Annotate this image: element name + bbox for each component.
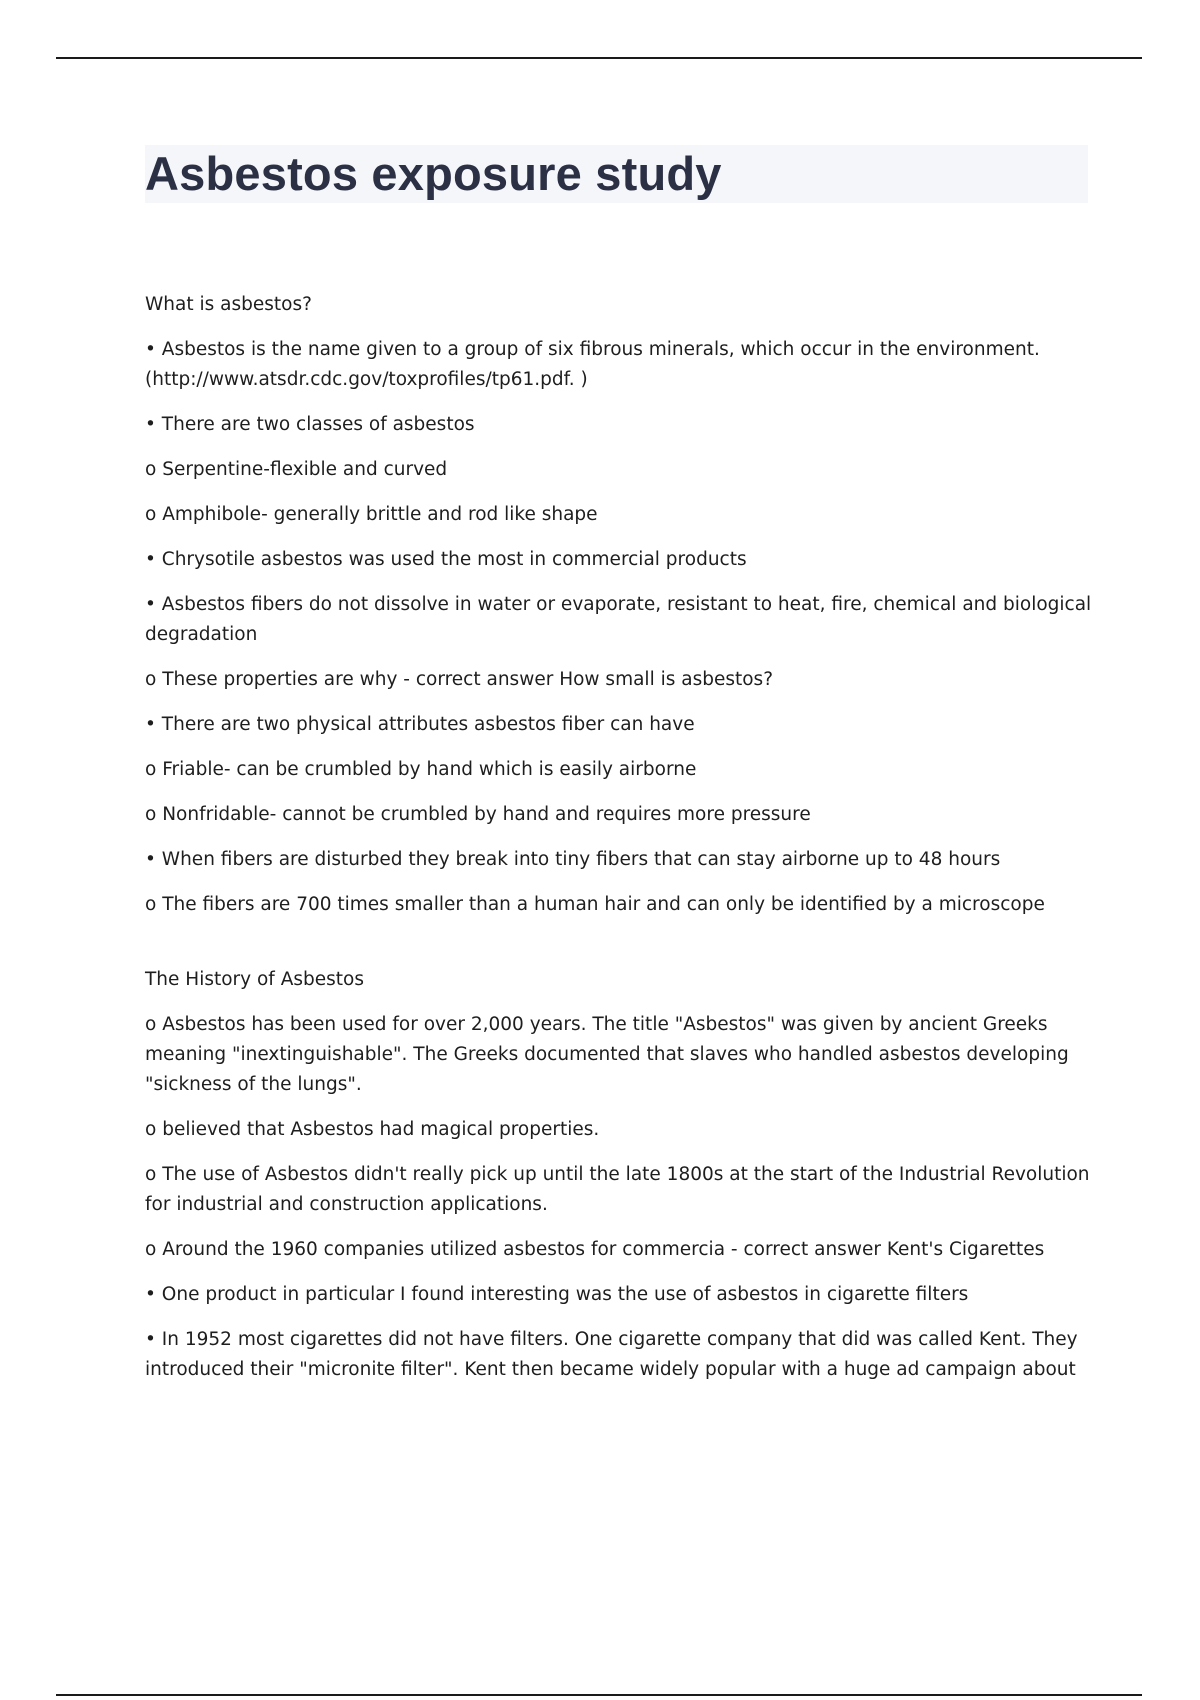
document-body <box>145 290 1095 1400</box>
paragraph: o Asbestos has been used for over 2,000 years. The title "Asbestos" was given by ancient Greeks meaning "inextinguishable". The Greeks documented that slaves who handled asbestos developing "sickness of the lungs". <box>145 1014 1069 1095</box>
section-heading-what-is-asbestos: What is asbestos? <box>145 294 312 315</box>
paragraph: o Amphibole- generally brittle and rod like shape <box>145 504 598 525</box>
paragraph: • One product in particular I found interesting was the use of asbestos in cigarette filters <box>145 1284 969 1305</box>
paragraph: • Chrysotile asbestos was used the most in commercial products <box>145 549 747 570</box>
paragraph: • Asbestos is the name given to a group of six fibrous minerals, which occur in the environment. (http://www.atsdr.cdc.gov/toxprofiles/tp61.pdf. ) <box>145 339 1040 390</box>
bottom-rule <box>56 1694 1142 1696</box>
paragraph: o These properties are why - correct answer How small is asbestos? <box>145 669 774 690</box>
paragraph: o believed that Asbestos had magical properties. <box>145 1119 600 1140</box>
paragraph: • In 1952 most cigarettes did not have filters. One cigarette company that did was called Kent. They introduced their "micronite filter". Kent then became widely popular with a huge ad campaign about <box>145 1329 1078 1380</box>
paragraph: • There are two classes of asbestos <box>145 414 475 435</box>
page-title: Asbestos exposure study <box>145 147 722 200</box>
paragraph: • Asbestos fibers do not dissolve in water or evaporate, resistant to heat, fire, chemical and biological degradation <box>145 594 1092 645</box>
section-heading-history: The History of Asbestos <box>145 969 364 990</box>
paragraph: o Nonfridable- cannot be crumbled by hand and requires more pressure <box>145 804 811 825</box>
paragraph: o The fibers are 700 times smaller than a human hair and can only be identified by a microscope <box>145 894 1045 915</box>
paragraph: o Around the 1960 companies utilized asbestos for commercia - correct answer Kent's Cigarettes <box>145 1239 1045 1260</box>
paragraph: • There are two physical attributes asbestos fiber can have <box>145 714 695 735</box>
paragraph: o Friable- can be crumbled by hand which is easily airborne <box>145 759 697 780</box>
top-rule <box>56 57 1142 59</box>
paragraph: • When fibers are disturbed they break into tiny fibers that can stay airborne up to 48 hours <box>145 849 1001 870</box>
section-spacer <box>145 935 1095 965</box>
paragraph: o Serpentine-flexible and curved <box>145 459 448 480</box>
paragraph: o The use of Asbestos didn't really pick up until the late 1800s at the start of the Industrial Revolution for industrial and construction applications. <box>145 1164 1090 1215</box>
